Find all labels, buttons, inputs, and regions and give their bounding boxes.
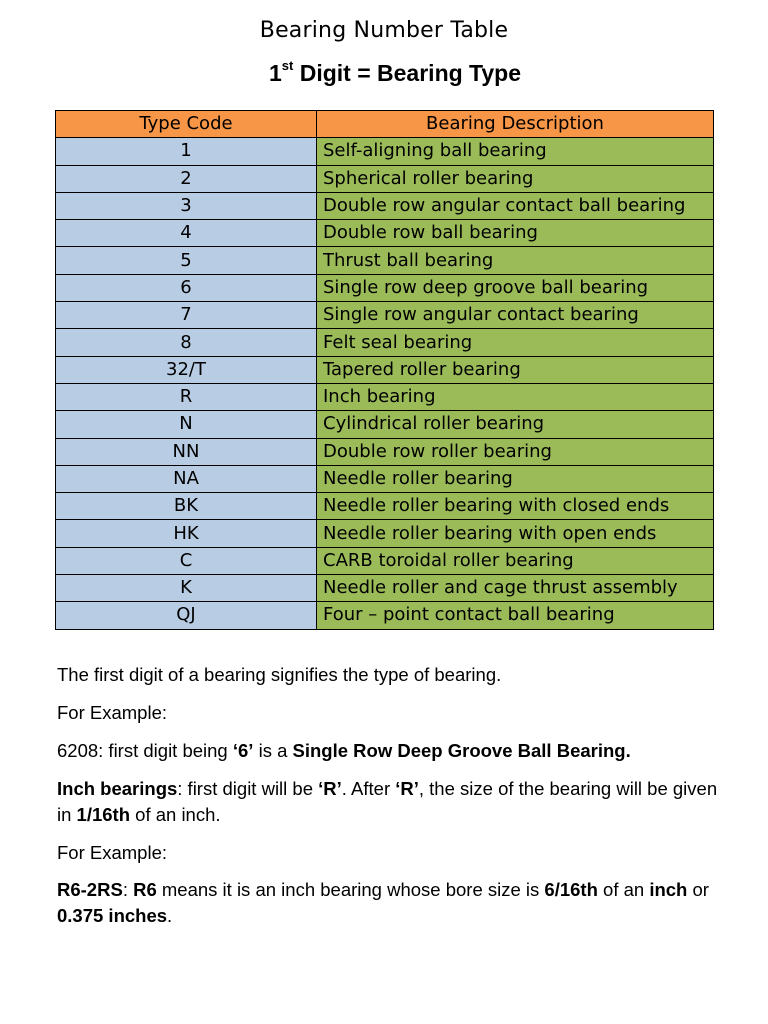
example-text: 6208: first digit being [57,740,233,761]
table-row [56,192,714,219]
type-code-cell: 3 [56,192,317,219]
page-title: Bearing Number Table [259,18,509,43]
table-row [56,220,714,247]
example-2-paragraph [57,877,727,929]
type-code-cell: QJ [56,602,317,629]
table-row [56,411,714,438]
inch-r-code: ‘R’ [395,778,419,799]
type-code-cell: BK [56,493,317,520]
table-row [56,547,714,574]
table-row [56,274,714,301]
bearing-description-cell: Felt seal bearing [317,329,714,356]
bearing-description-cell: Double row roller bearing [317,438,714,465]
type-code-cell: 2 [56,165,317,192]
table-row [56,138,714,165]
for-example-label-2: For Example: [57,842,168,863]
bore-fraction: 6/16th [544,879,598,900]
type-code-cell: N [56,411,317,438]
example-digit: ‘6’ [232,740,254,761]
type-code-cell: 8 [56,329,317,356]
type-code-cell: 4 [56,220,317,247]
table-row [56,165,714,192]
type-code-cell: 6 [56,274,317,301]
inch-r-code: ‘R’ [318,778,342,799]
table-row [56,383,714,410]
type-code-cell: NN [56,438,317,465]
table-body [56,138,714,629]
bearing-description-cell: Double row angular contact ball bearing [317,192,714,219]
bearing-description-cell: Thrust ball bearing [317,247,714,274]
type-code-cell: R [56,383,317,410]
table-row [56,302,714,329]
table-row [56,247,714,274]
type-code-cell: C [56,547,317,574]
bearing-description-cell: Needle roller bearing [317,465,714,492]
example-2-text: means it is an inch bearing whose bore size is [156,879,545,900]
example-bearing-type: Single Row Deep Groove Ball Bearing. [292,740,631,761]
inch-bearings-paragraph [57,776,727,828]
bearing-description-cell: Four – point contact ball bearing [317,602,714,629]
inch-text: of an inch. [130,804,221,825]
type-code-cell: 32/T [56,356,317,383]
for-example-label: For Example: [57,702,168,723]
page-subtitle [0,60,768,87]
bearing-description-cell: Needle roller bearing with open ends [317,520,714,547]
bearing-description-cell: Needle roller bearing with closed ends [317,493,714,520]
subtitle-prefix: 1 [268,60,282,86]
table-row [56,575,714,602]
bearing-description-cell: Inch bearing [317,383,714,410]
example-2-text: : [122,879,134,900]
type-code-cell: 5 [56,247,317,274]
table-header-row [56,111,714,138]
bearing-description-cell: Tapered roller bearing [317,356,714,383]
bearing-description-cell: Spherical roller bearing [317,165,714,192]
example-paragraph [57,738,727,764]
table-row [56,520,714,547]
subtitle-rest: Digit = Bearing Type [293,60,522,86]
table-row [56,493,714,520]
inch-text: . After [341,778,396,799]
part-prefix: R6 [133,879,157,900]
bearing-description-cell: Cylindrical roller bearing [317,411,714,438]
bearing-description-cell: Single row angular contact bearing [317,302,714,329]
example-2-text: of an [597,879,650,900]
inch-word: inch [649,879,688,900]
example-2-text: . [167,905,173,926]
intro-paragraph: The first digit of a bearing signifies the type of bearing. [57,664,502,685]
bore-inches: 0.375 inches [57,905,168,926]
header-type-code: Type Code [56,111,317,138]
inch-text: : first digit will be [177,778,319,799]
bearing-description-cell: Double row ball bearing [317,220,714,247]
inch-text: , the size of the bearing will be given in [57,778,718,825]
bearing-description-cell: CARB toroidal roller bearing [317,547,714,574]
part-number: R6-2RS [57,879,123,900]
bearing-description-cell: Single row deep groove ball bearing [317,274,714,301]
subtitle-superscript: st [281,58,294,74]
inch-fraction: 1/16th [76,804,131,825]
table-row [56,465,714,492]
table-row [56,602,714,629]
type-code-cell: NA [56,465,317,492]
header-bearing-description: Bearing Description [317,111,714,138]
type-code-cell: HK [56,520,317,547]
bearing-description-cell: Needle roller and cage thrust assembly [317,575,714,602]
table-row [56,329,714,356]
type-code-cell: K [56,575,317,602]
example-2-text: or [687,879,709,900]
example-text: is a [253,740,293,761]
type-code-cell: 1 [56,138,317,165]
bearing-table [55,110,714,630]
inch-bearings-term: Inch bearings [57,778,178,799]
type-code-cell: 7 [56,302,317,329]
table-row [56,438,714,465]
table-row [56,356,714,383]
bearing-description-cell: Self-aligning ball bearing [317,138,714,165]
